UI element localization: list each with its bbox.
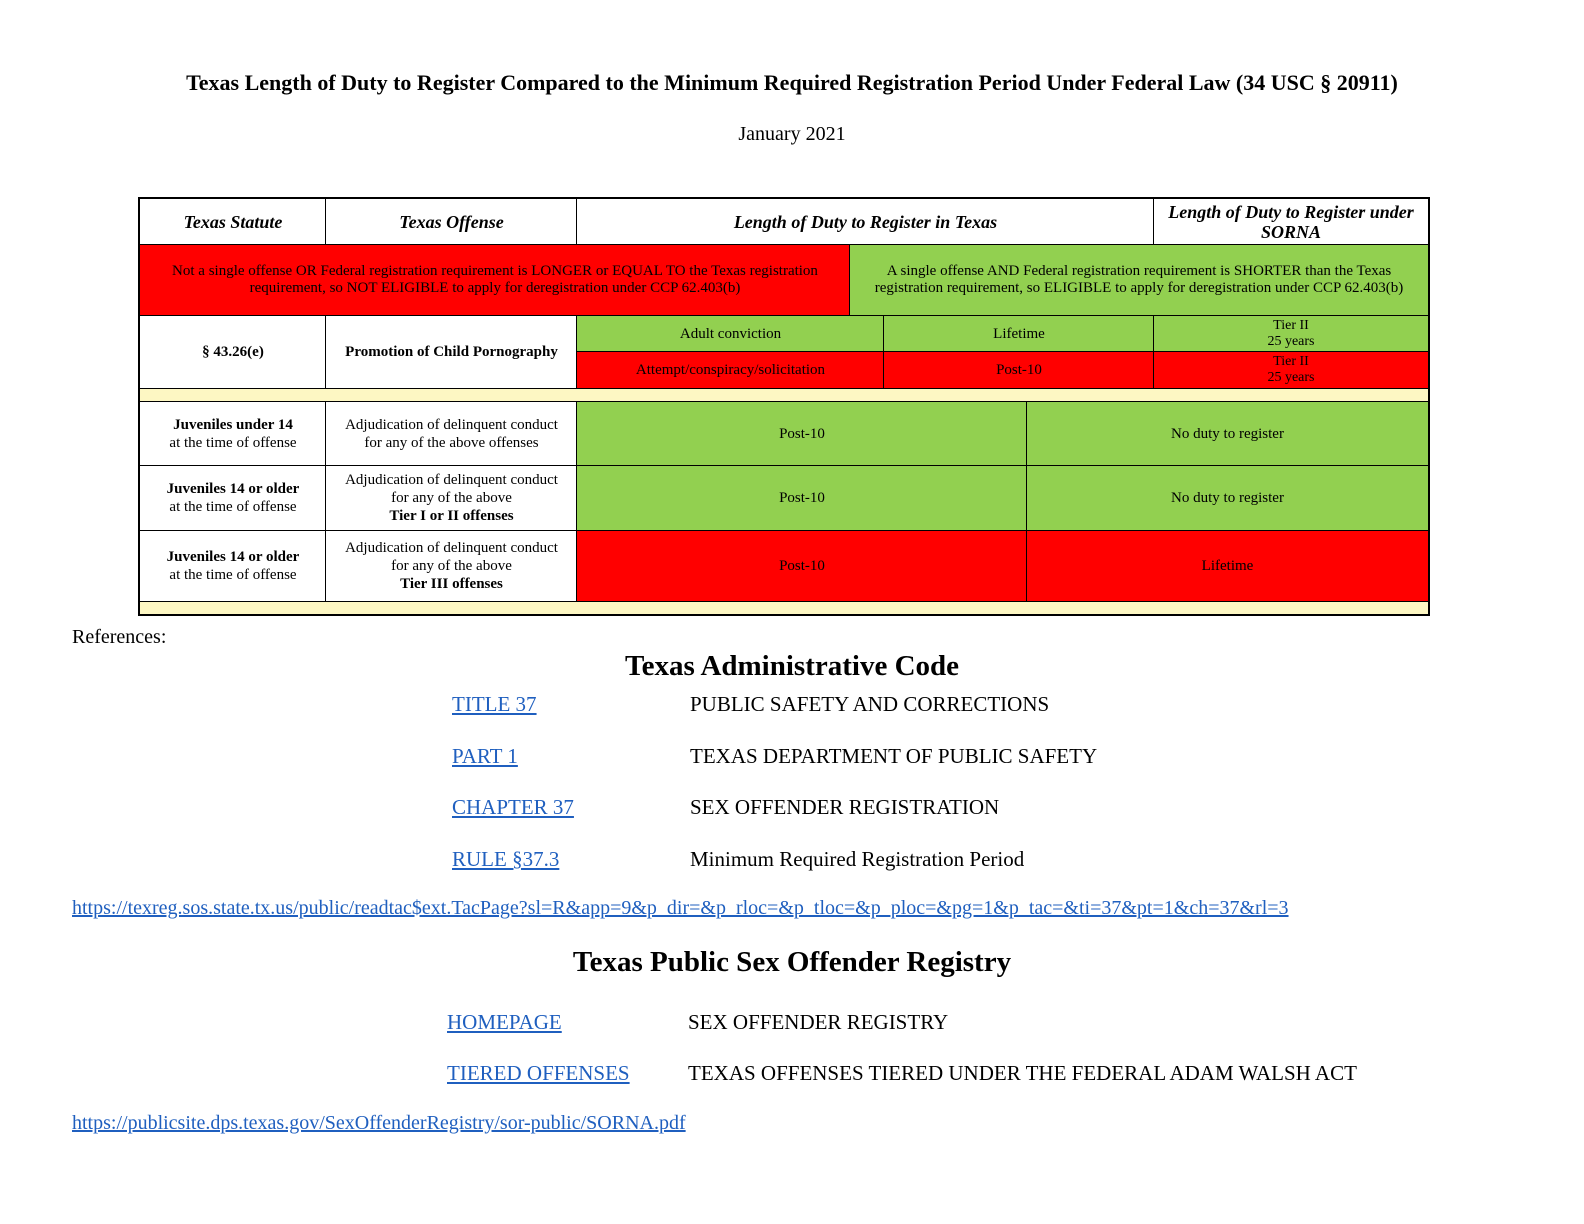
link-chapter-37[interactable]: CHAPTER 37 — [452, 795, 574, 819]
table-rule — [325, 315, 326, 389]
table-rule — [138, 601, 1430, 602]
document-title: Texas Length of Duty to Register Compared to the Minimum Required Registration Period Under Federal Law (34 USC § 20911) — [186, 70, 1398, 95]
offense-subrow-1-sorna-length — [1154, 316, 1428, 351]
legend-not-eligible: Not a single offense OR Federal registration requirement is LONGER or EQUAL TO the Texas registration requirement, so NOT ELIGIBLE to apply for deregistration under CCP 62.403(b) — [140, 245, 850, 315]
offense-statute: § 43.26(e) — [202, 344, 264, 360]
table-border — [138, 197, 1430, 199]
table-rule — [576, 315, 577, 389]
sorna-tier: Tier II — [1273, 317, 1309, 333]
table-rule — [138, 315, 1430, 316]
tac-url-link[interactable]: https://texreg.sos.state.tx.us/public/readtac$ext.TacPage?sl=R&app=9&p_dir=&p_rloc=&p_tloc=&p_ploc=&pg=1&p_tac=&ti=37&pt=1&ch=37&rl=3 — [72, 897, 1289, 919]
header-sorna-length: Length of Duty to Register under SORNA — [1168, 201, 1414, 242]
juvenile-row-3-sorna-length: Lifetime — [1027, 531, 1428, 601]
link-rule-37-3[interactable]: RULE §37.3 — [452, 847, 560, 871]
offense-subrow-2-texas-length: Post-10 — [884, 352, 1154, 388]
juvenile-row-2-who — [140, 466, 326, 530]
juvenile-offense-line: Adjudication of delinquent conduct — [345, 416, 558, 433]
table-rule — [138, 388, 1430, 389]
offense-subrow-2-type: Attempt/conspiracy/solicitation — [577, 352, 884, 388]
table-rule — [138, 401, 1430, 402]
offense-subrow-1-texas-length: Lifetime — [884, 316, 1154, 351]
spacer-row — [140, 602, 1428, 614]
table-border — [138, 614, 1430, 616]
table-rule — [325, 401, 326, 602]
juvenile-who-bold: Juveniles 14 or older — [166, 481, 300, 497]
juvenile-who-bold: Juveniles 14 or older — [166, 549, 300, 565]
desc-title-37: PUBLIC SAFETY AND CORRECTIONS — [690, 692, 1050, 716]
desc-tiered-offenses: TEXAS OFFENSES TIERED UNDER THE FEDERAL ADAM WALSH ACT — [688, 1061, 1357, 1085]
juvenile-who-rest: at the time of offense — [169, 499, 297, 515]
table-border — [138, 197, 140, 616]
juvenile-row-1-sorna-length: No duty to register — [1027, 402, 1428, 465]
table-rule — [883, 315, 884, 389]
table-rule — [576, 401, 577, 602]
juvenile-row-1-offense — [326, 402, 577, 465]
juvenile-row-3-texas-length: Post-10 — [577, 531, 1027, 601]
juvenile-offense-line: for any of the above offenses — [364, 434, 539, 451]
header-texas-length: Length of Duty to Register in Texas — [733, 211, 998, 232]
juvenile-row-1-texas-length: Post-10 — [577, 402, 1027, 465]
link-title-37[interactable]: TITLE 37 — [452, 692, 537, 716]
juvenile-row-1-who — [140, 402, 326, 465]
spacer-row — [140, 389, 1428, 401]
desc-homepage: SEX OFFENDER REGISTRY — [688, 1010, 949, 1034]
registry-url-link[interactable]: https://publicsite.dps.texas.gov/SexOffenderRegistry/sor-public/SORNA.pdf — [72, 1112, 686, 1134]
sorna-years: 25 years — [1267, 333, 1315, 349]
sorna-tier: Tier II — [1273, 354, 1309, 369]
header-texas-offense: Texas Offense — [399, 211, 504, 232]
legend-eligible: A single offense AND Federal registration requirement is SHORTER than the Texas registration requirement, so ELIGIBLE to apply for deregistration under CCP 62.403(b) — [850, 245, 1428, 315]
table-rule — [1153, 315, 1154, 389]
juvenile-who-rest: at the time of offense — [169, 567, 297, 583]
registry-section-title: Texas Public Sex Offender Registry — [572, 946, 1012, 978]
offense-subrow-1-type: Adult conviction — [577, 316, 884, 351]
table-rule — [576, 197, 577, 245]
juvenile-offense-tier: Tier III offenses — [400, 576, 503, 592]
juvenile-row-2-texas-length: Post-10 — [577, 466, 1027, 530]
desc-part-1: TEXAS DEPARTMENT OF PUBLIC SAFETY — [690, 744, 1098, 768]
juvenile-offense-line: Adjudication of delinquent conduct — [345, 540, 558, 556]
link-homepage[interactable]: HOMEPAGE — [447, 1010, 562, 1034]
table-rule — [138, 244, 1430, 245]
juvenile-offense-line: for any of the above — [391, 558, 512, 574]
document-date: January 2021 — [738, 123, 846, 145]
link-tiered-offenses[interactable]: TIERED OFFENSES — [447, 1061, 630, 1085]
table-rule — [1153, 197, 1154, 245]
link-part-1[interactable]: PART 1 — [452, 744, 518, 768]
desc-rule-37-3: Minimum Required Registration Period — [690, 847, 1025, 871]
header-texas-statute: Texas Statute — [183, 211, 283, 232]
offense-subrow-2-sorna-length — [1154, 352, 1428, 388]
juvenile-row-2-offense — [326, 466, 577, 530]
juvenile-row-3-offense — [326, 531, 577, 601]
table-rule — [849, 244, 850, 316]
desc-chapter-37: SEX OFFENDER REGISTRATION — [690, 795, 1000, 819]
juvenile-offense-line: Adjudication of delinquent conduct — [345, 472, 558, 488]
juvenile-offense-line: for any of the above — [391, 490, 512, 506]
table-rule — [138, 530, 1430, 531]
table-border — [1428, 197, 1430, 616]
juvenile-offense-tier: Tier I or II offenses — [389, 508, 514, 524]
table-rule — [325, 197, 326, 245]
juvenile-row-2-sorna-length: No duty to register — [1027, 466, 1428, 530]
references-label: References: — [72, 626, 167, 648]
offense-name: Promotion of Child Pornography — [345, 344, 558, 360]
table-rule — [138, 465, 1430, 466]
juvenile-row-3-who — [140, 531, 326, 601]
juvenile-who-rest: at the time of offense — [169, 434, 297, 451]
juvenile-who-bold: Juveniles under 14 — [173, 416, 293, 433]
tac-section-title: Texas Administrative Code — [624, 650, 960, 682]
sorna-years: 25 years — [1267, 370, 1315, 385]
table-rule — [1026, 401, 1027, 602]
table-rule — [577, 351, 1430, 352]
